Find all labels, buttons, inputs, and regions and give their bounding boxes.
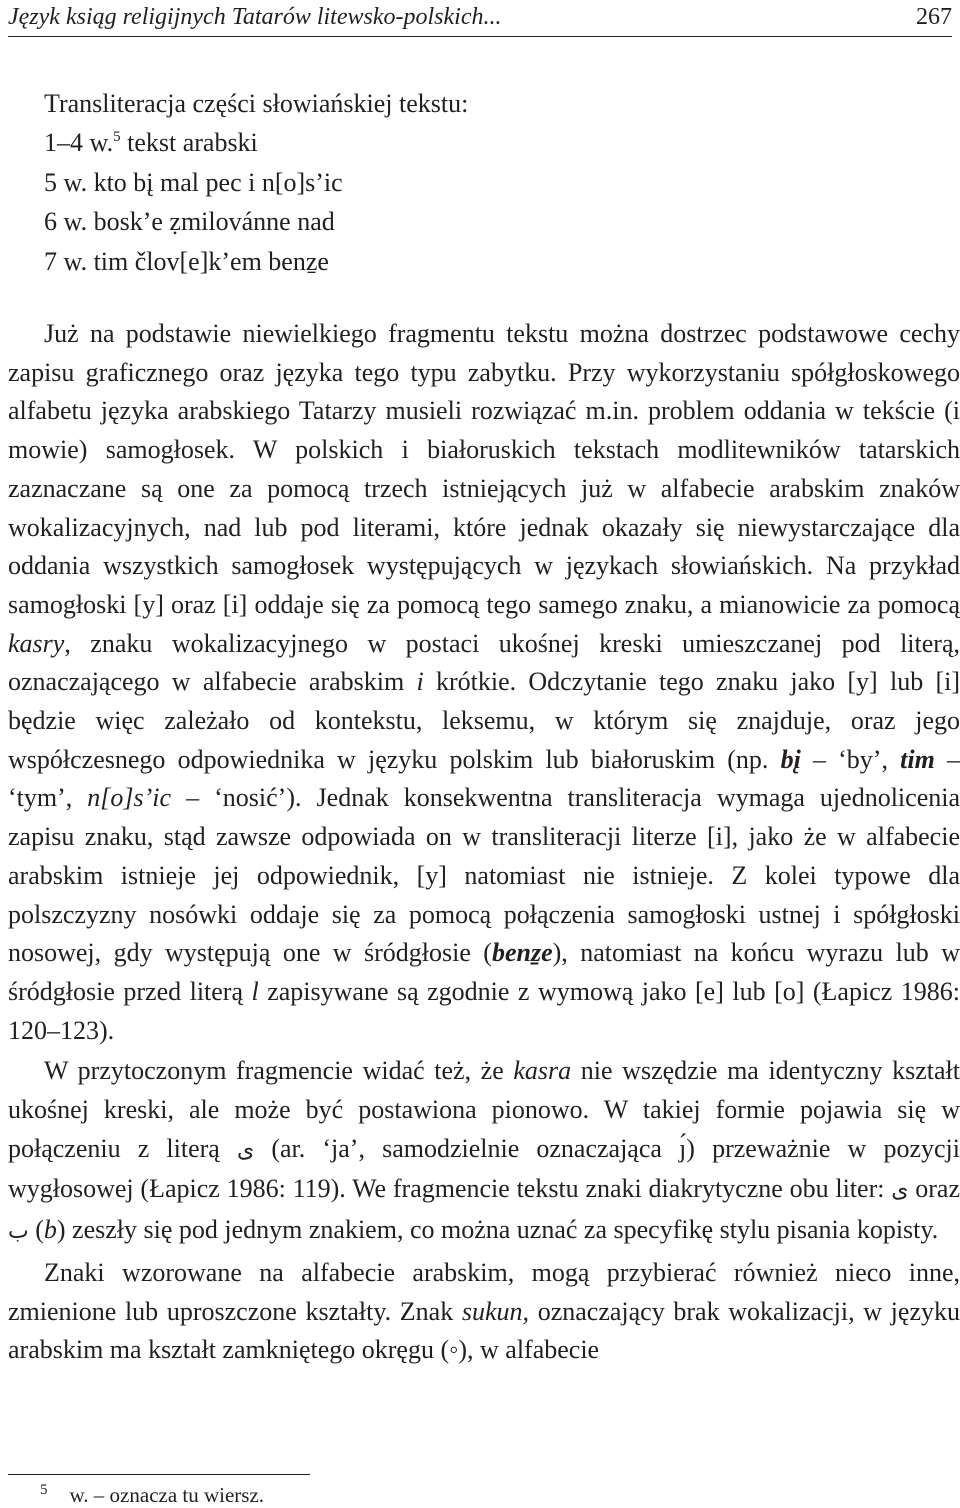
text-run: Znaki wzorowane na alfabecie arabskim, mogą przybierać również nieco inne, zmienione lub uproszczone kształty. Znak (8, 1257, 960, 1326)
paragraph-2 (8, 1052, 960, 1252)
text-run: zapisywane są zgodnie z wymową jako [e] lub [o] (Łapicz 1986: 120–123). (8, 976, 960, 1045)
example-word: n[o]s’ic (87, 783, 172, 813)
text-run: ), natomiast na końcu wyrazu lub w śródgłosie przed literą (8, 938, 960, 1006)
text-run: (ar. ‘ja’, samodzielnie oznaczająca ȷ́) przeważnie w pozycji wygłosowej (Łapicz 1986: 119). We fragmencie tekstu znaki diakrytyczne obu liter: (8, 1133, 960, 1204)
footnote-text: w. – oznacza tu wiersz. (69, 1483, 265, 1507)
arabic-letter-ba: ب (8, 1219, 29, 1245)
text-run: – ‘tym’, (8, 744, 960, 813)
text-run: ) zeszły się pod jednym znakiem, co można uznać za specyfikę stylu pisania kopisty. (56, 1215, 939, 1245)
text-run: – ‘by’, (800, 744, 901, 774)
text-run: ( (28, 1215, 44, 1245)
example-word: bį (780, 744, 801, 774)
term-italic: b (43, 1215, 57, 1245)
footnote-rule (8, 1474, 310, 1475)
term-italic: i (416, 667, 424, 697)
line-1-4-suffix: tekst arabski (120, 128, 258, 158)
transliteration-line-1-4 (44, 123, 468, 162)
transliteration-heading: Transliteracja części słowiańskiej tekstu: (44, 89, 469, 118)
text-run: nie wszędzie ma identyczny kształt ukośnej kreski, ale może być postawiona pionowo. W takiej formie pojawia się w połączeniu z literą (8, 1056, 960, 1163)
text-run: Już na podstawie niewielkiego fragmentu tekstu można dostrzec podstawowe cechy zapisu graficznego oraz języka tego typu zabytku. Przy wykorzystaniu spółgłoskowego alfabetu języka arabskiego Tatarzy musieli rozwiązać m.in. problem oddania w tekście (i mowie) samogłosek. W polskich i białoruskich tekstach modlitewników tatarskich zaznaczane są one za pomocą trzech istniejących już w alfabecie arabskim znaków wokalizacyjnych, nad lub pod literami, które jednak okazały się niewystarczające dla oddania wszystkich samogłosek występujących w językach słowiańskich. Na przykład samogłoski [y] oraz [i] oddaje się za pomocą tego samego znaku, a mianowicie za pomocą (8, 319, 960, 619)
running-title: Język ksiąg religijnych Tatarów litewsko-polskich... (8, 4, 502, 30)
page-number: 267 (916, 4, 952, 30)
arabic-letter-ya: ى (236, 1137, 255, 1163)
transliteration-line-6: 6 w. bosk’e ẓmilovánne nad (44, 207, 335, 237)
term-italic: l (251, 976, 259, 1006)
line-1-4-prefix: 1–4 w. (44, 128, 114, 158)
transliteration-line-5: 5 w. kto bį mal pec i n[o]s’ic (44, 167, 343, 197)
term-italic: kasry (8, 628, 65, 658)
arabic-letter-ya: ى (891, 1178, 909, 1204)
paragraph-3 (8, 1254, 960, 1370)
footnote (40, 1482, 264, 1508)
footnote-ref: 5 (113, 129, 121, 146)
footnote-number: 5 (40, 1482, 48, 1498)
running-header (8, 2, 952, 37)
text-run: oraz (908, 1174, 960, 1204)
text-run: , znaku wokalizacyjnego w postaci ukośnej kreski umieszczanej pod literą, oznaczającego w alfabecie arabskim (8, 628, 960, 697)
term-italic: kasra (513, 1056, 572, 1086)
transliteration-line-7: 7 w. tim člov[e]k’em benẕe (44, 246, 329, 276)
body-text (8, 315, 960, 1370)
text-run: – ‘nosić’). Jednak konsekwentna transliteracja wymaga ujednolicenia zapisu znaku, stąd zawsze odpowiada on w transliteracji literze [i], jako że w alfabecie arabskim istnieje jej odpowiednik, [y] natomiast nie istnieje. Z kolei typowe dla polszczyzny nosówki oddaje się za pomocą połączenia samogłoski ustnej i spółgłoski nosowej, gdy występują one w śródgłosie ( (8, 783, 960, 968)
example-word: tim (900, 744, 935, 774)
transliteration-block (44, 84, 468, 281)
paragraph-1 (8, 315, 960, 1050)
example-word: benẕe (491, 938, 553, 968)
term-italic: sukun, (461, 1296, 530, 1326)
text-run: W przytoczonym fragmencie widać też, że (44, 1056, 514, 1086)
text-run: krótkie. Odczytanie tego znaku jako [y] lub [i] będzie więc zależało od kontekstu, leksemu, w którym się znajduje, oraz jego współczesnego odpowiednika w języku polskim lub białoruskim (np. (8, 667, 960, 774)
text-run: oznaczający brak wokalizacji, w języku arabskim ma kształt zamkniętego okręgu (◦), w alfabecie (8, 1296, 960, 1365)
